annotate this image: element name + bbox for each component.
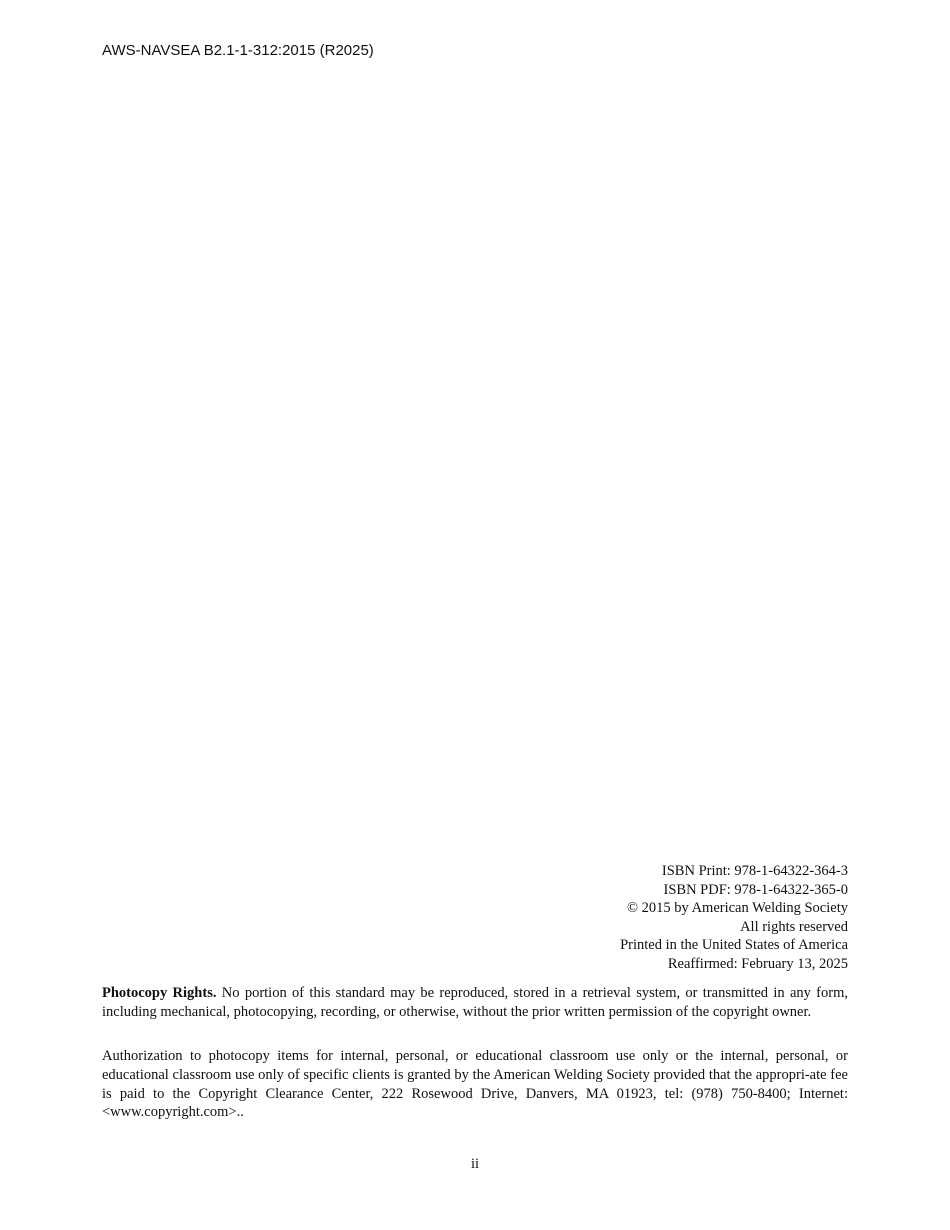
isbn-print: ISBN Print: 978-1-64322-364-3: [661, 863, 848, 879]
reaffirmed-line: Reaffirmed: February 13, 2025: [667, 955, 848, 972]
colophon-block: [620, 862, 848, 974]
copyright-line: © 2015 by American Welding Society: [626, 900, 848, 917]
photocopy-rights-heading: Photocopy Rights.: [102, 985, 217, 1001]
page-number: ii: [470, 1156, 480, 1172]
rights-line: All rights reserved: [740, 918, 848, 935]
printed-line: Printed in the United States of America: [620, 937, 848, 954]
photocopy-rights-paragraph: [102, 984, 848, 1022]
isbn-pdf: ISBN PDF: 978-1-64322-365-0: [663, 881, 848, 898]
document-designation: AWS-NAVSEA B2.1-1-312:2015 (R2025): [102, 42, 374, 59]
photocopy-rights-text: No portion of this standard may be reproduced, stored in a retrieval system, or transmitted in any form, including mechanical, photocopying, recording, or otherwise, without the prior written permission of the copyright owner.: [102, 985, 848, 1020]
authorization-paragraph: [102, 1047, 848, 1122]
authorization-text: Authorization to photocopy items for internal, personal, or educational classroom use only or the internal, personal, or educational classroom use only of specific clients is granted by the American Welding Society provided that the appropri-ate fee is paid to the Copyright Clearance Center, 222 Rosewood Drive, Danvers, MA 01923, tel: (978) 750-8400; Internet: <www.copyright.com>..: [102, 1048, 848, 1121]
